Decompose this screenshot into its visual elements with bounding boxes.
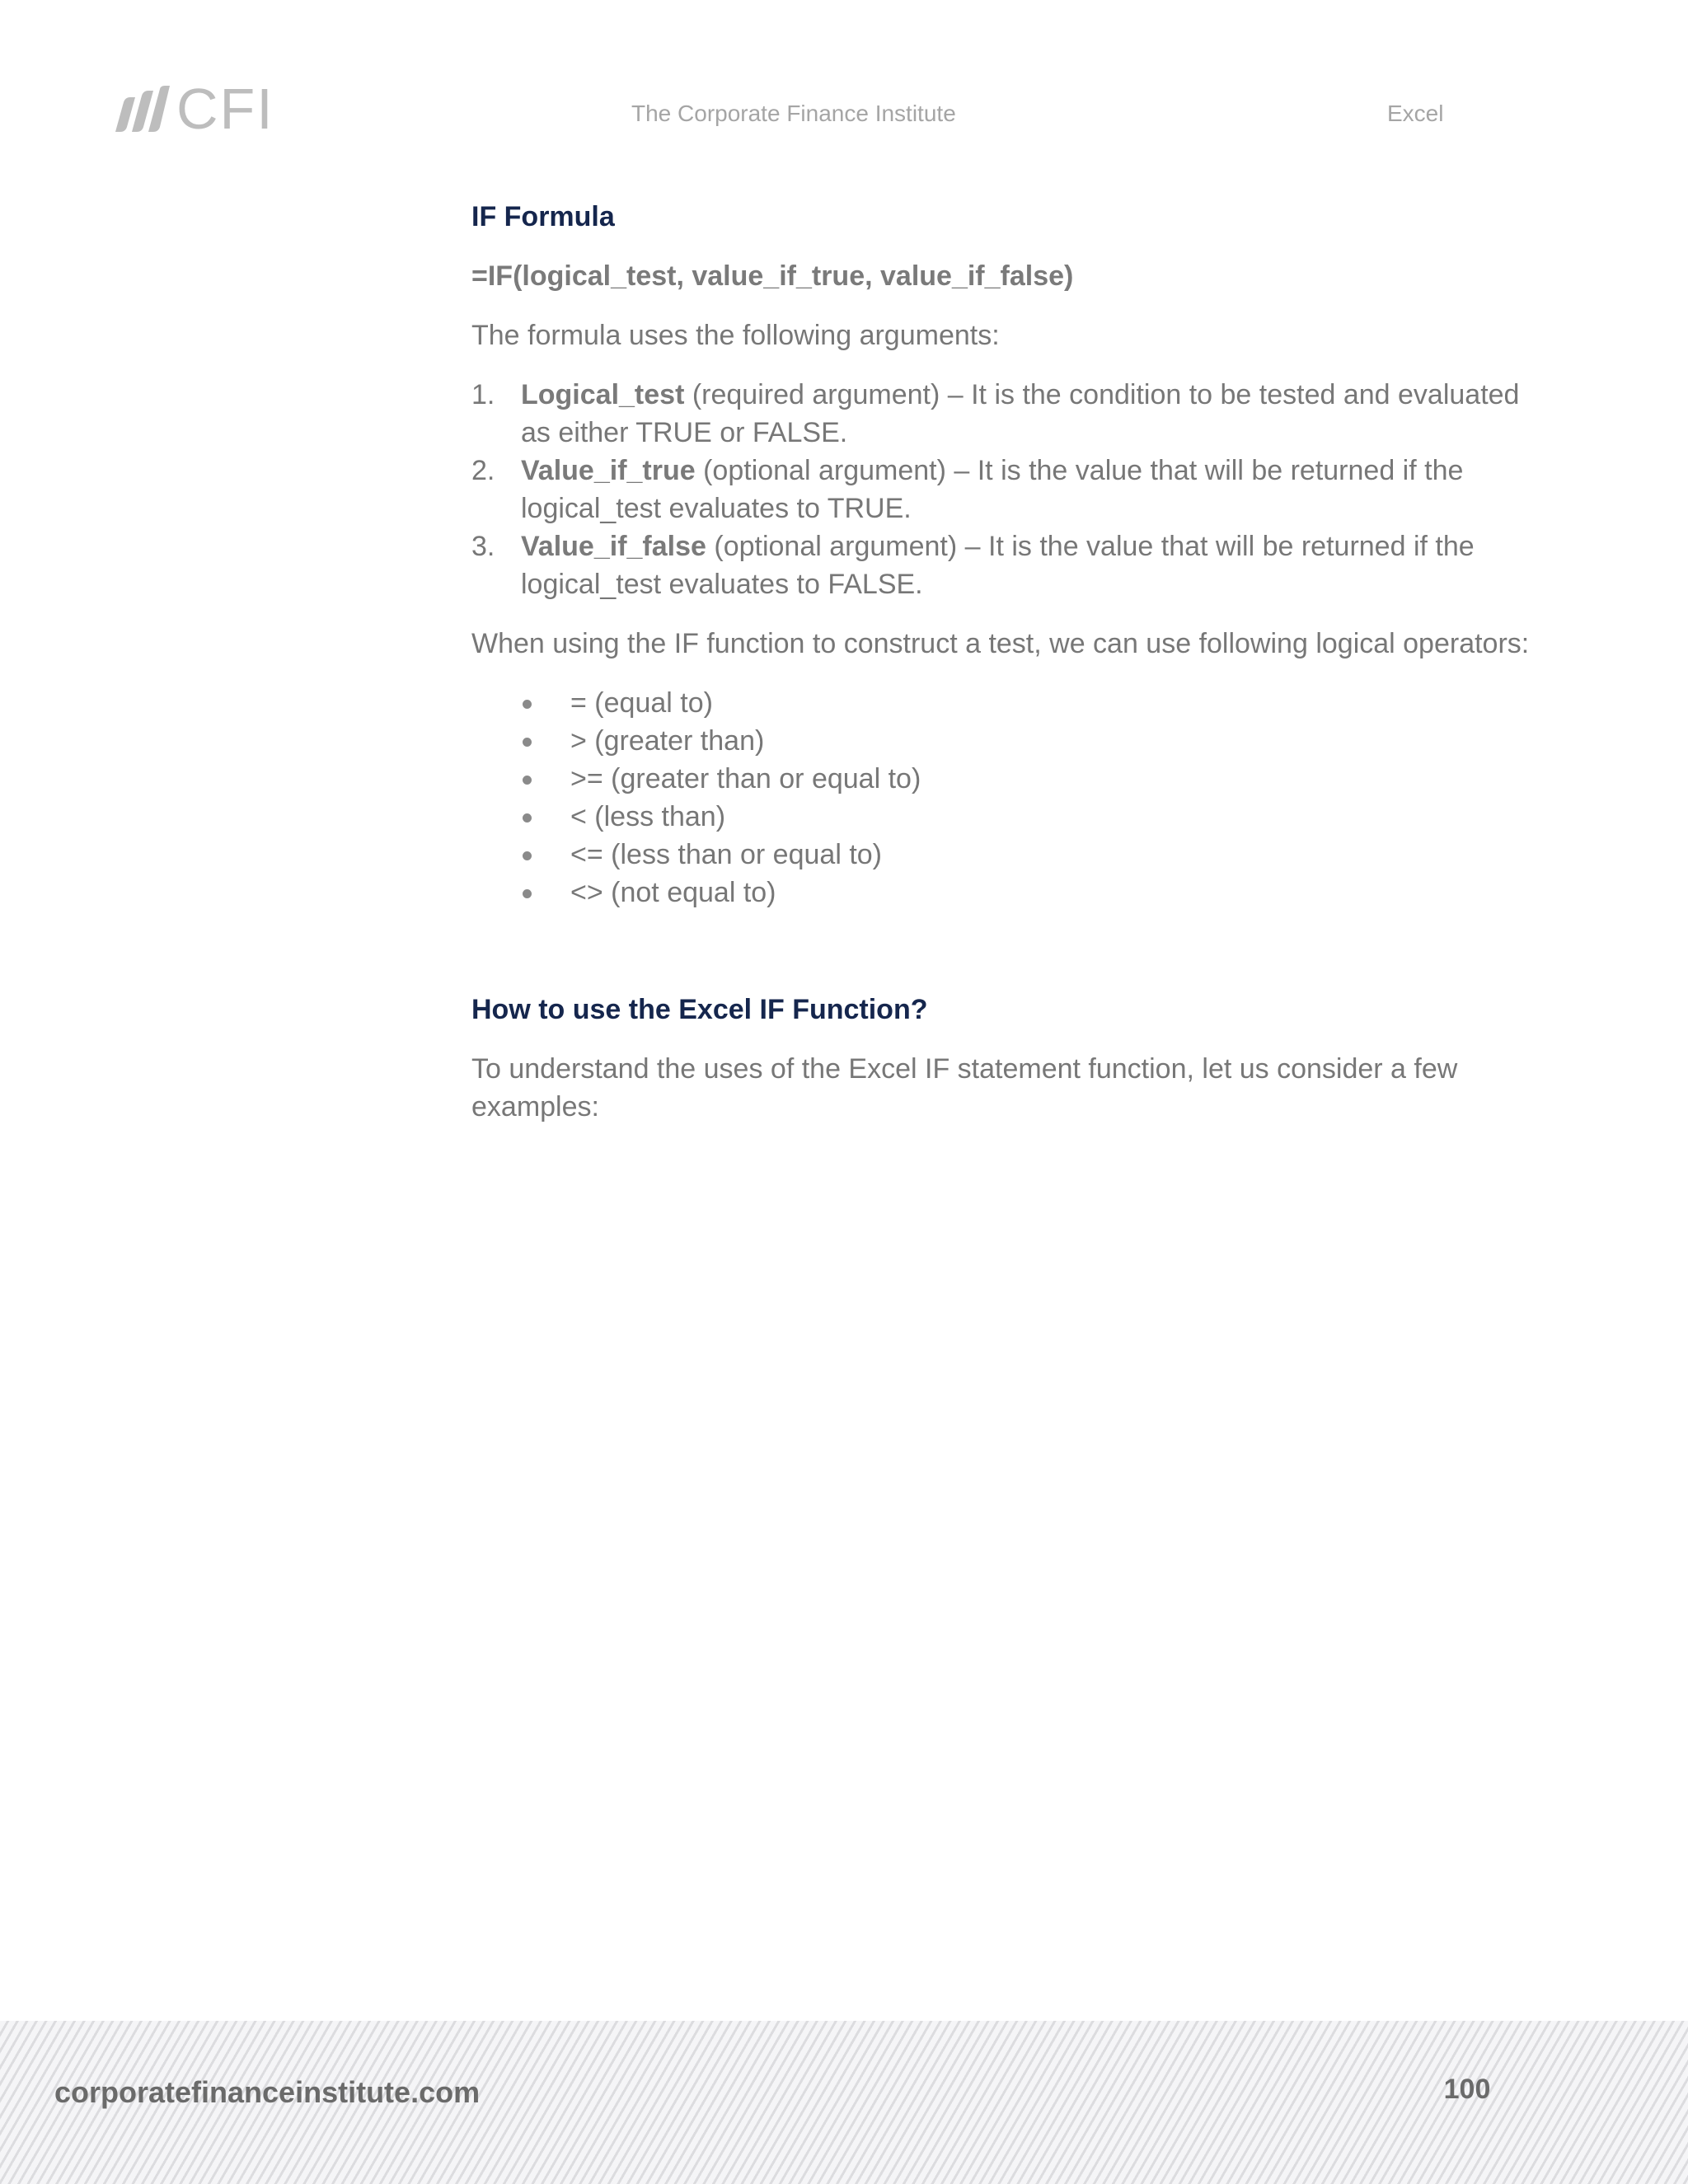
- footer-website-link[interactable]: corporatefinanceinstitute.com: [54, 2075, 481, 2109]
- list-item-number: 2.: [471, 455, 495, 486]
- bullet-icon: [523, 889, 532, 898]
- operator-text: <= (less than or equal to): [570, 839, 883, 870]
- operator-text: < (less than): [570, 801, 726, 832]
- bullet-icon: [523, 700, 532, 709]
- cfi-logo: [112, 77, 274, 141]
- operator-text: >= (greater than or equal to): [570, 763, 921, 794]
- list-item: [521, 836, 1543, 874]
- page-header: [0, 0, 1688, 165]
- argument-description: (optional argument) – It is the value that will be returned if the logical_test evaluates to FALSE.: [521, 531, 1475, 600]
- list-item-number: 1.: [471, 379, 495, 410]
- bullet-icon: [523, 813, 532, 823]
- section-title-if-formula: IF Formula: [471, 201, 615, 232]
- formula-syntax: =IF(logical_test, value_if_true, value_if_false): [471, 260, 1074, 292]
- section2-paragraph: To understand the uses of the Excel IF statement function, let us consider a few examples:: [471, 1053, 1458, 1122]
- list-item: [471, 452, 1543, 527]
- bullet-icon: [523, 738, 532, 747]
- list-item: [521, 684, 1543, 722]
- section-title-how-to-use: How to use the Excel IF Function?: [471, 994, 928, 1025]
- cfi-logo-stripes-icon: [112, 86, 171, 132]
- bullet-icon: [523, 851, 532, 860]
- argument-description: (optional argument) – It is the value that will be returned if the logical_test evaluates to TRUE.: [521, 455, 1464, 524]
- list-item: [521, 798, 1543, 836]
- list-item: [471, 527, 1543, 603]
- header-title: The Corporate Finance Institute: [631, 101, 956, 126]
- page-number: 100: [1443, 2074, 1491, 2105]
- operator-text: <> (not equal to): [570, 877, 776, 908]
- page-content: [471, 198, 1543, 1126]
- argument-description: (required argument) – It is the condition to be tested and evaluated as either TRUE or FALSE.: [521, 379, 1520, 448]
- arguments-list: [471, 376, 1543, 603]
- bullet-icon: [523, 776, 532, 785]
- arguments-intro: The formula uses the following arguments:: [471, 320, 1000, 351]
- page-footer: [0, 2021, 1688, 2184]
- operators-intro: When using the IF function to construct a test, we can use following logical operators:: [471, 628, 1530, 659]
- argument-term: Value_if_true: [521, 455, 696, 486]
- list-item: [521, 760, 1543, 798]
- list-item-number: 3.: [471, 531, 495, 562]
- argument-term: Value_if_false: [521, 531, 706, 562]
- logo-text: CFI: [176, 77, 274, 141]
- operator-text: = (equal to): [570, 687, 713, 719]
- list-item: [521, 722, 1543, 760]
- header-section-label: Excel: [1387, 101, 1444, 126]
- list-item: [471, 376, 1543, 452]
- argument-term: Logical_test: [521, 379, 685, 410]
- operators-list: [521, 684, 1543, 912]
- list-item: [521, 874, 1543, 912]
- operator-text: > (greater than): [570, 725, 765, 757]
